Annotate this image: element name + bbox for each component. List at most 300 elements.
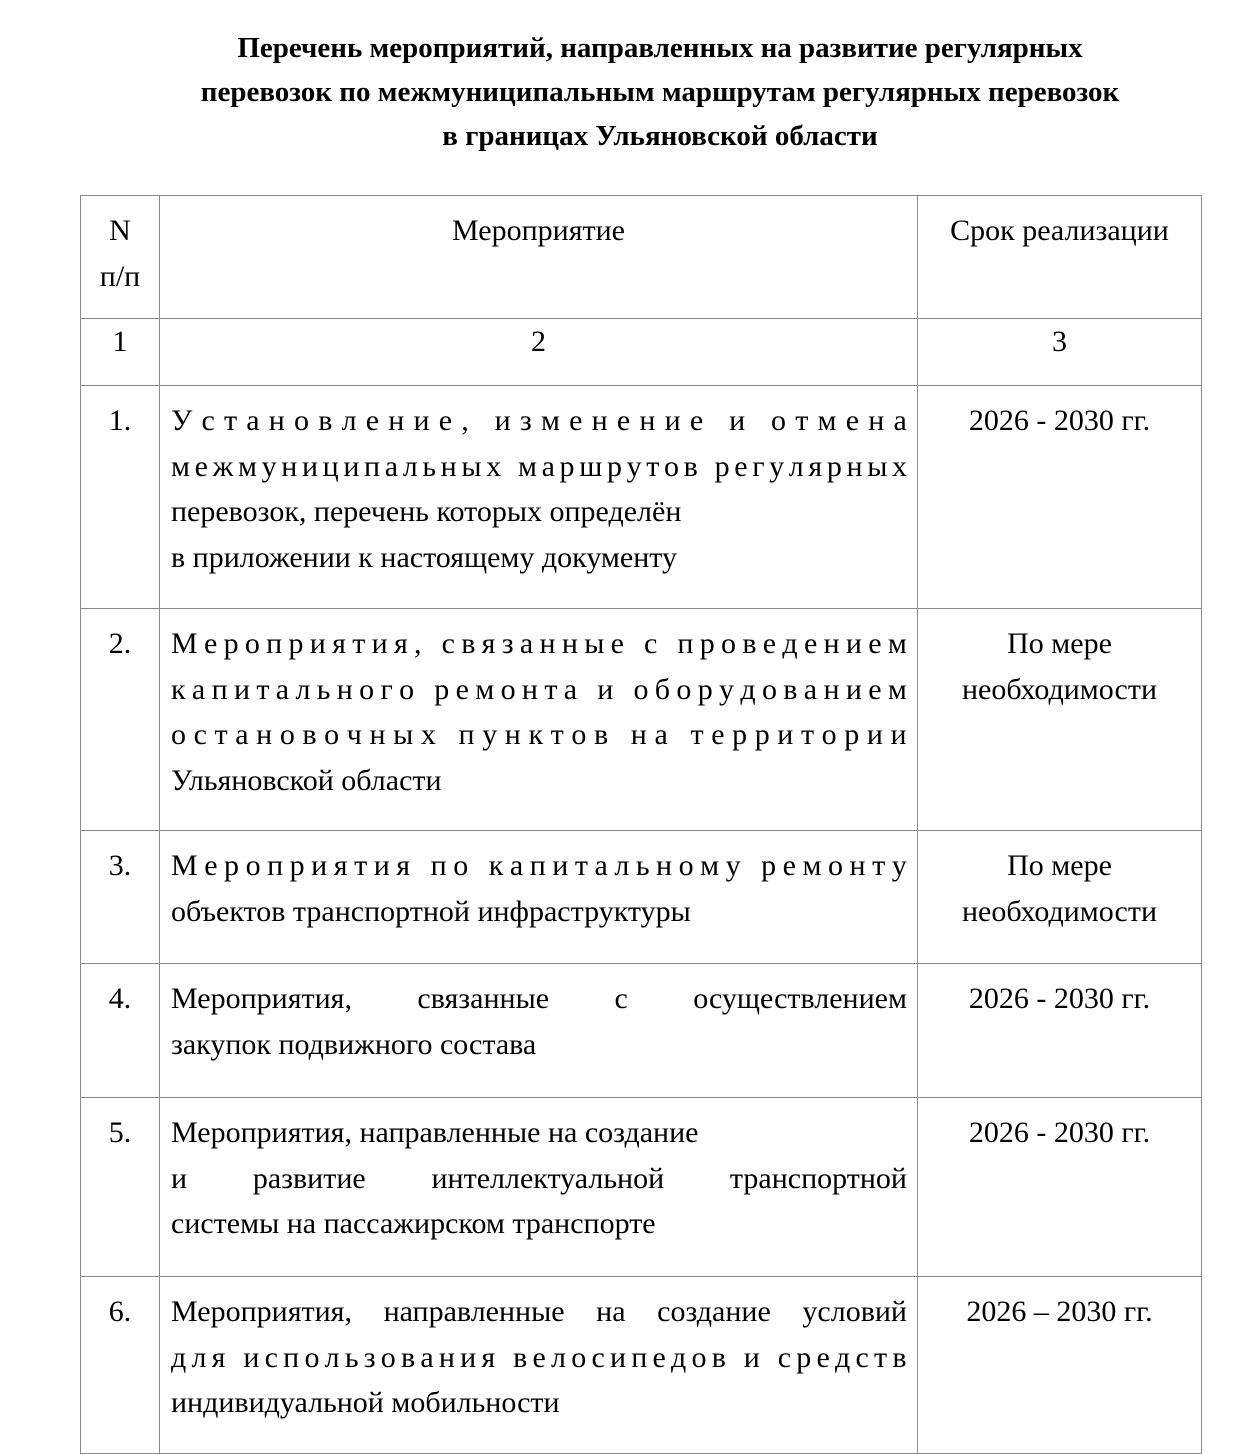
activity-char: я <box>211 1340 226 1374</box>
activity-char <box>500 1335 508 1381</box>
activity-char: а <box>420 1340 434 1374</box>
activity-cell <box>160 1098 918 1277</box>
activity-char: в <box>593 718 609 751</box>
activity-char <box>616 712 624 758</box>
activity-line <box>171 712 907 758</box>
activity-char: т <box>544 672 558 706</box>
activity-char: н <box>823 627 840 660</box>
activity-char: т <box>795 404 809 437</box>
activity-char: а <box>235 718 249 751</box>
activity-char: т <box>256 672 270 706</box>
activity-char: п <box>677 627 694 660</box>
activity-char: п <box>631 1340 648 1374</box>
activity-word: осуществлением <box>693 982 907 1015</box>
activity-char: п <box>529 849 546 882</box>
activity-char: и <box>729 404 746 437</box>
activity-char: е <box>455 672 469 706</box>
activity-line: Мероприятия, направленные на создание <box>171 1116 699 1149</box>
activity-char: ь <box>422 449 437 483</box>
activity-char: н <box>521 672 538 706</box>
activity-char: я <box>393 627 408 660</box>
activity-char: о <box>828 849 844 882</box>
activity-char: с <box>777 1340 792 1374</box>
activity-char: м <box>887 672 907 706</box>
activity-char: а <box>246 404 260 437</box>
table-row <box>81 831 1202 964</box>
activity-char: з <box>501 627 514 660</box>
activity-char: м <box>817 404 837 437</box>
activity-char: р <box>224 849 240 882</box>
activity-char: к <box>528 718 544 751</box>
activity-char: о <box>691 1340 707 1374</box>
activity-char: л <box>402 449 418 483</box>
activity-char: е <box>845 404 860 437</box>
activity-char: а <box>654 718 668 751</box>
term-line: 2026 – 2030 гг. <box>966 1295 1153 1328</box>
activity-char: о <box>571 1340 587 1374</box>
term-line: необходимости <box>961 894 1157 928</box>
activity-char: р <box>434 672 450 706</box>
activity-char: и <box>460 1340 477 1374</box>
column-index: 2 <box>160 319 918 386</box>
activity-char: е <box>689 404 704 437</box>
activity-char: х <box>420 718 436 751</box>
column-index-row <box>81 319 1202 386</box>
activity-char: а <box>893 404 907 437</box>
title-line: Перечень мероприятий, направленных на развитие регулярных <box>237 32 1083 64</box>
activity-char: п <box>364 449 381 483</box>
activity-char: о <box>304 1340 320 1374</box>
activity-char: в <box>400 1340 416 1374</box>
activity-char: я <box>396 849 411 882</box>
activity-char: ы <box>461 449 482 483</box>
activity-char: о <box>453 849 469 882</box>
activity-char <box>712 398 720 444</box>
activity-char: р <box>796 1340 812 1374</box>
activity-word: условий <box>802 1295 907 1328</box>
table-row <box>81 609 1202 831</box>
activity-char: о <box>771 404 787 437</box>
term-cell <box>918 831 1202 964</box>
activity-char: у <box>891 849 907 882</box>
activity-char: т <box>574 849 588 882</box>
activity-char: и <box>233 672 251 706</box>
activity-char: т <box>690 718 704 751</box>
activity-char: н <box>561 627 578 660</box>
activity-char: з <box>519 404 532 437</box>
activity-word: создание <box>657 1295 771 1328</box>
activity-char: в <box>711 1340 726 1374</box>
activity-char: ь <box>316 672 331 706</box>
activity-char: е <box>868 627 882 660</box>
table-row <box>81 964 1202 1098</box>
activity-char: л <box>341 404 357 437</box>
activity-char: н <box>591 404 608 437</box>
activity-char: е <box>569 404 583 437</box>
activity-char: е <box>652 1340 666 1374</box>
activity-line: закупок подвижного состава <box>171 1027 537 1061</box>
activity-line <box>171 398 907 444</box>
activity-char: у <box>261 449 277 483</box>
activity-char: е <box>868 672 882 706</box>
activity-char: в <box>783 672 798 706</box>
row-number: 4. <box>81 964 160 1098</box>
activity-char: н <box>656 849 673 882</box>
activity-char: а <box>384 449 399 483</box>
activity-char: г <box>752 449 765 483</box>
activity-char: У <box>171 404 193 437</box>
activity-line <box>171 976 907 1022</box>
activity-char: а <box>563 672 578 706</box>
activity-char: л <box>614 849 630 882</box>
activity-word: и <box>171 1161 188 1195</box>
table-row <box>81 1277 1202 1454</box>
activity-char: р <box>697 672 713 706</box>
table-row <box>81 386 1202 609</box>
activity-char: и <box>343 449 360 483</box>
header-number-line: N <box>109 214 131 247</box>
activity-char: а <box>803 672 818 706</box>
activity-char: н <box>504 718 521 751</box>
activity-char: е <box>532 1340 546 1374</box>
activity-char: п <box>283 1340 300 1374</box>
activity-char: т <box>214 718 228 751</box>
activity-char: р <box>289 849 305 882</box>
column-index: 1 <box>81 319 160 386</box>
activity-char: г <box>380 672 393 706</box>
activity-char: р <box>223 627 239 660</box>
activity-word: Мероприятия, <box>171 1295 352 1328</box>
activity-char: м <box>237 449 257 483</box>
activity-char: н <box>281 449 298 483</box>
activity-char: и <box>552 849 569 882</box>
header-number <box>81 196 160 319</box>
activity-word: на <box>596 1295 626 1328</box>
activity-char: р <box>844 718 860 751</box>
activity-char: е <box>616 404 631 437</box>
activity-char: о <box>399 672 415 706</box>
activity-char: и <box>311 849 328 882</box>
activity-line <box>171 667 907 713</box>
activity-char: п <box>211 672 228 706</box>
activity-char: я <box>333 849 348 882</box>
activity-char: и <box>845 672 862 706</box>
activity-char: и <box>597 672 614 706</box>
row-number: 5. <box>81 1098 160 1277</box>
activity-char: я <box>481 1340 496 1374</box>
activity-line: индивидуальной мобильности <box>171 1386 560 1419</box>
activity-char: с <box>193 718 207 751</box>
activity-char: т <box>354 849 368 882</box>
activity-char: ч <box>346 718 362 751</box>
activity-word: направленные <box>383 1295 565 1328</box>
activity-char <box>428 621 436 667</box>
activity-line <box>171 1335 907 1381</box>
term-cell <box>918 1098 1202 1277</box>
activity-line <box>171 444 907 490</box>
activity-char: и <box>777 718 794 751</box>
activity-char: к <box>488 849 504 882</box>
activity-char: и <box>845 627 862 660</box>
activity-char <box>765 1335 773 1381</box>
activity-char: о <box>721 627 737 660</box>
activity-line <box>171 1156 907 1202</box>
activity-char: у <box>482 718 498 751</box>
term-line: 2026 - 2030 гг. <box>968 404 1151 437</box>
table-row <box>81 1098 1202 1277</box>
activity-char: н <box>388 404 405 437</box>
activity-char: н <box>868 404 885 437</box>
activity-char: с <box>201 404 215 437</box>
activity-char <box>630 621 638 667</box>
activity-char: о <box>279 718 295 751</box>
activity-char <box>443 712 451 758</box>
table-header-row <box>81 196 1202 319</box>
activity-char: р <box>732 718 748 751</box>
activity-char <box>231 1335 239 1381</box>
activity-char <box>478 398 486 444</box>
activity-char: с <box>855 1340 869 1374</box>
activity-line: объектов транспортной инфраструктуры <box>171 894 691 928</box>
activity-char: е <box>610 627 624 660</box>
activity-char <box>420 667 428 713</box>
activity-char: л <box>551 1340 567 1374</box>
activity-char: а <box>594 849 608 882</box>
activity-char <box>664 621 672 667</box>
activity-char: л <box>788 449 804 483</box>
activity-char: у <box>769 449 785 483</box>
activity-char: в <box>302 718 317 751</box>
activity-char: т <box>800 718 815 751</box>
activity-char: л <box>191 1340 207 1374</box>
activity-char: д <box>171 1340 187 1374</box>
activity-char <box>747 843 755 889</box>
activity-char: р <box>559 449 575 483</box>
activity-char: п <box>458 718 475 751</box>
activity-char: в <box>461 627 476 660</box>
activity-char: с <box>644 627 658 660</box>
activity-char: в <box>318 404 333 437</box>
activity-char: и <box>494 404 511 437</box>
activity-char: и <box>866 718 883 751</box>
activity-char: а <box>191 672 206 706</box>
activity-char: , <box>461 404 469 437</box>
activity-char: н <box>256 718 273 751</box>
activity-char: д <box>671 1340 687 1374</box>
activity-char: а <box>275 672 290 706</box>
activity-char: е <box>711 718 725 751</box>
activity-char: е <box>734 449 748 483</box>
activity-char: ь <box>635 849 650 882</box>
activity-line: перевозок, перечень которых определён <box>171 495 682 528</box>
activity-char: р <box>754 718 770 751</box>
activity-char: и <box>664 404 681 437</box>
activity-char <box>675 712 683 758</box>
activity-char: в <box>742 627 757 660</box>
activity-char: о <box>359 672 375 706</box>
activity-char <box>731 1335 739 1381</box>
activity-char: в <box>683 449 698 483</box>
activity-char: и <box>301 449 318 483</box>
row-number: 2. <box>81 609 160 831</box>
title-line: перевозок по межмуниципальным маршрутам регулярных перевозок <box>200 76 1120 108</box>
document-title <box>100 26 1220 158</box>
row-number: 6. <box>81 1277 160 1454</box>
activity-char: а <box>519 627 534 660</box>
activity-char: п <box>430 849 447 882</box>
term-line: необходимости <box>961 672 1157 706</box>
activity-char: ц <box>322 449 339 483</box>
activity-char: р <box>606 449 622 483</box>
activity-char <box>754 398 762 444</box>
activity-char: з <box>363 1340 376 1374</box>
activity-char: е <box>816 1340 830 1374</box>
activity-char: н <box>630 718 647 751</box>
activity-char: к <box>171 672 186 706</box>
activity-char: д <box>835 1340 851 1374</box>
activity-char: р <box>761 849 777 882</box>
header-activity: Мероприятие <box>160 196 918 319</box>
activity-char: , <box>414 627 422 660</box>
term-line: По мере <box>1007 849 1112 882</box>
activity-char: н <box>438 1340 455 1374</box>
activity-line: в приложении к настоящему документу <box>171 540 678 574</box>
activity-char: М <box>171 849 198 882</box>
term-line: 2026 - 2030 гг. <box>968 982 1151 1015</box>
activity-char: т <box>646 449 660 483</box>
activity-char: р <box>714 449 730 483</box>
activity-char: и <box>609 1340 627 1374</box>
activity-char: м <box>475 672 495 706</box>
activity-char <box>417 843 425 889</box>
term-cell <box>918 1277 1202 1454</box>
activity-char <box>583 667 591 713</box>
activity-cell <box>160 1277 918 1454</box>
header-term: Срок реализации <box>918 196 1202 319</box>
activity-char: ж <box>212 449 234 483</box>
activity-cell <box>160 964 918 1098</box>
activity-char: о <box>663 449 679 483</box>
activity-char: ь <box>344 1340 359 1374</box>
activity-char: ы <box>867 449 888 483</box>
activities-table <box>80 195 1202 1454</box>
activity-char: е <box>782 849 796 882</box>
activity-char: т <box>352 627 366 660</box>
activity-char: ы <box>584 627 605 660</box>
activity-char: о <box>676 672 692 706</box>
activity-char: с <box>591 1340 605 1374</box>
activity-char: д <box>740 672 756 706</box>
activity-char: т <box>223 404 238 437</box>
activity-char: р <box>826 449 842 483</box>
term-cell <box>918 964 1202 1098</box>
activity-word: развитие <box>252 1161 366 1195</box>
activity-char: с <box>264 1340 278 1374</box>
activity-char: о <box>500 672 516 706</box>
activity-char: н <box>849 849 866 882</box>
activity-char: о <box>380 1340 396 1374</box>
activity-char: а <box>541 449 555 483</box>
activity-char: м <box>700 849 720 882</box>
activity-char: ы <box>393 718 414 751</box>
activity-char: е <box>365 404 380 437</box>
activity-char: о <box>245 849 261 882</box>
activity-char: я <box>332 627 346 660</box>
activity-char: м <box>517 449 537 483</box>
term-line: По мере <box>1007 627 1112 660</box>
activity-char: м <box>887 627 907 660</box>
activity-char: е <box>762 627 777 660</box>
activity-char: о <box>761 672 777 706</box>
activity-char: л <box>295 672 311 706</box>
activity-char: с <box>441 627 455 660</box>
activity-char: р <box>699 627 715 660</box>
activity-char: и <box>743 1340 760 1374</box>
column-index: 3 <box>918 319 1202 386</box>
activity-char: е <box>803 627 818 660</box>
activity-char: и <box>371 627 388 660</box>
activity-char: в <box>892 1340 907 1374</box>
activity-char: и <box>890 718 907 751</box>
activity-char: и <box>373 849 390 882</box>
activity-char: и <box>243 1340 260 1374</box>
activity-line: Ульяновской области <box>171 763 442 797</box>
activity-char: и <box>309 627 326 660</box>
activity-char: е <box>438 404 453 437</box>
activity-char: х <box>486 449 502 483</box>
activity-line <box>171 621 907 667</box>
activity-char <box>475 843 483 889</box>
activity-char: т <box>874 1340 888 1374</box>
activity-char <box>702 444 710 490</box>
activity-char: у <box>626 449 642 483</box>
activity-char: е <box>194 449 208 483</box>
activity-char: о <box>633 672 649 706</box>
activity-char: х <box>892 449 907 483</box>
term-cell <box>918 386 1202 609</box>
activity-word: транспортной <box>729 1161 907 1195</box>
activity-char <box>620 667 628 713</box>
activity-char: о <box>821 718 837 751</box>
activity-char: т <box>872 849 886 882</box>
activity-word: интеллектуальной <box>431 1161 665 1195</box>
activity-char: у <box>725 849 741 882</box>
activity-char: н <box>539 627 556 660</box>
activity-line: системы на пассажирском транспорте <box>171 1207 656 1240</box>
activity-char: н <box>823 672 840 706</box>
activity-char: д <box>782 627 798 660</box>
activity-char: я <box>481 627 496 660</box>
activity-char: а <box>509 849 524 882</box>
activity-char: о <box>244 627 260 660</box>
activity-line <box>171 1289 907 1335</box>
term-line: 2026 - 2030 гг. <box>968 1116 1151 1149</box>
activity-word: связанные <box>417 982 550 1015</box>
row-number: 1. <box>81 386 160 609</box>
activity-char: я <box>808 449 823 483</box>
activity-char: и <box>413 404 430 437</box>
activity-word: с <box>614 982 628 1015</box>
activity-char: м <box>802 849 822 882</box>
activity-char: п <box>266 627 283 660</box>
activity-char: у <box>719 672 735 706</box>
activity-word: Мероприятия, <box>171 982 352 1015</box>
activity-char: в <box>513 1340 528 1374</box>
activity-char: н <box>268 404 285 437</box>
activity-char: о <box>678 849 694 882</box>
activity-char: п <box>267 849 284 882</box>
activity-char: т <box>550 718 564 751</box>
